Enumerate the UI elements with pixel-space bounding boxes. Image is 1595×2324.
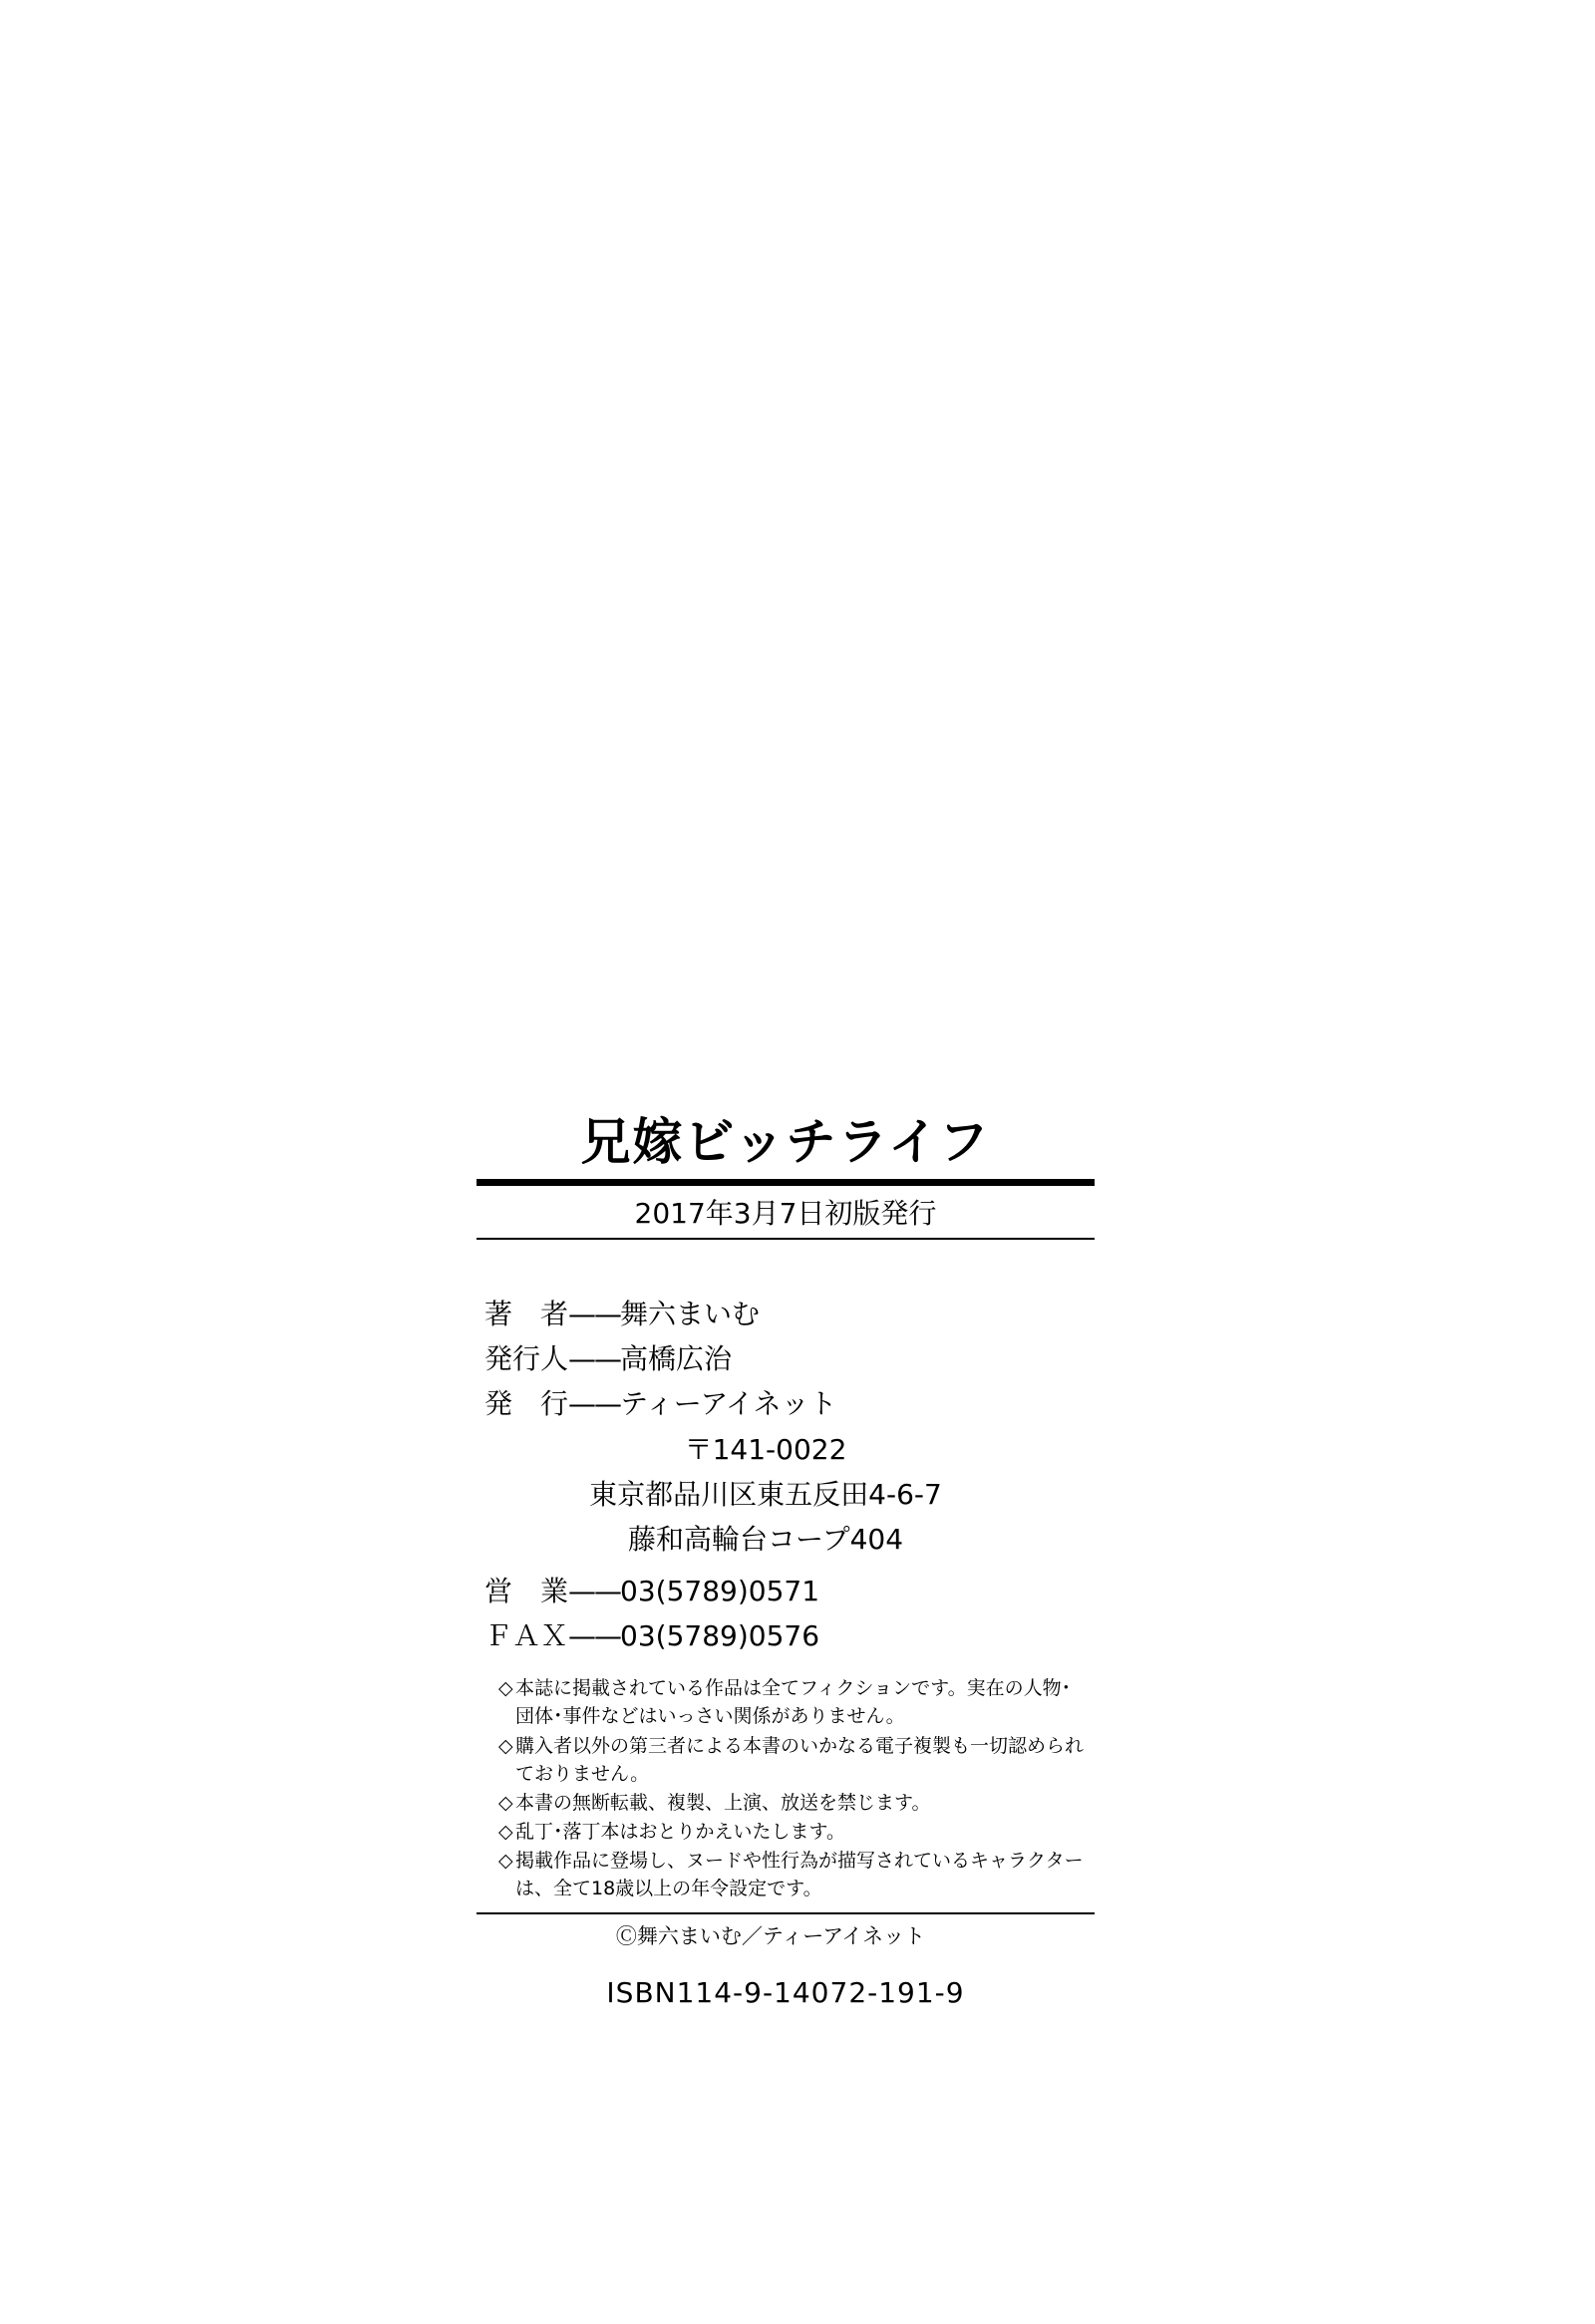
legal-note-text: 本誌に掲載されている作品は全てフィクションです。実在の人物･団体･事件などはいっさい関係がありません。 (515, 1677, 1072, 1728)
address-line-2: 藤和高輪台コープ404 (627, 1523, 904, 1557)
legal-note-text: 本書の無断転載、複製、上演、放送を禁じます。 (515, 1791, 931, 1814)
publisher-address (477, 1427, 1095, 1563)
diamond-icon: ◇ (498, 1734, 513, 1757)
address-postal-code: 〒141-0022 (684, 1432, 847, 1466)
contact-label-sales: 営 業 (484, 1574, 569, 1607)
credit-dash-author: —— (568, 1297, 621, 1330)
title-rule (477, 1179, 1095, 1186)
contact-row-sales (477, 1569, 1095, 1613)
credit-row-publisher-person (477, 1336, 1095, 1381)
credit-dash-publisher: —— (568, 1387, 621, 1421)
credit-label-author: 著 者 (484, 1297, 569, 1330)
address-line-1: 東京都品川区東五反田4-6-7 (589, 1477, 942, 1511)
credit-value-publisher-person: 高橋広治 (620, 1341, 733, 1375)
credit-label-publisher: 発 行 (484, 1387, 569, 1421)
legal-note (498, 1674, 1085, 1730)
diamond-icon: ◇ (498, 1820, 513, 1843)
contact-row-fax (477, 1613, 1095, 1658)
contact-value-fax: 03(5789)0576 (620, 1619, 820, 1653)
legal-note-text: 購入者以外の第三者による本書のいかなる電子複製も一切認められておりません。 (515, 1734, 1085, 1785)
diamond-icon: ◇ (498, 1791, 513, 1814)
legal-note (498, 1818, 1085, 1846)
page-title: 兄嫁ビッチライフ (580, 1113, 991, 1171)
copyright-line: Ⓒ舞六まいむ／ティーアイネット (615, 1924, 926, 1949)
contact-dash-sales: —— (568, 1574, 621, 1607)
colophon-block (477, 1113, 1095, 2010)
diamond-icon: ◇ (498, 1850, 513, 1873)
contact-block (477, 1569, 1095, 1659)
isbn-code: ISBN114-9-14072-191-9 (606, 1976, 965, 2010)
credit-value-publisher: ティーアイネット (620, 1387, 837, 1421)
legal-note (498, 1732, 1085, 1788)
legal-notes (477, 1674, 1095, 1902)
legal-note-text: 掲載作品に登場し、ヌードや性行為が描写されているキャラクターは、全て18歳以上の年令設定です。 (515, 1850, 1084, 1900)
credit-row-publisher (477, 1381, 1095, 1426)
credit-label-publisher-person: 発行人 (484, 1341, 569, 1375)
imprint-credits (477, 1292, 1095, 1427)
contact-label-fax: ＦＡＸ (484, 1619, 569, 1653)
contact-value-sales: 03(5789)0571 (620, 1574, 820, 1607)
credit-dash-publisher-person: —— (568, 1341, 621, 1375)
publication-date-rule (477, 1238, 1095, 1240)
legal-note-text: 乱丁･落丁本はおとりかえいたします。 (515, 1820, 845, 1843)
notes-rule (477, 1912, 1095, 1914)
contact-dash-fax: —— (568, 1619, 621, 1653)
credit-value-author: 舞六まいむ (620, 1297, 761, 1330)
diamond-icon: ◇ (498, 1677, 513, 1700)
credit-row-author (477, 1292, 1095, 1336)
publication-date: 2017年3月7日初版発行 (634, 1196, 937, 1230)
legal-note (498, 1847, 1085, 1902)
legal-note (498, 1789, 1085, 1817)
